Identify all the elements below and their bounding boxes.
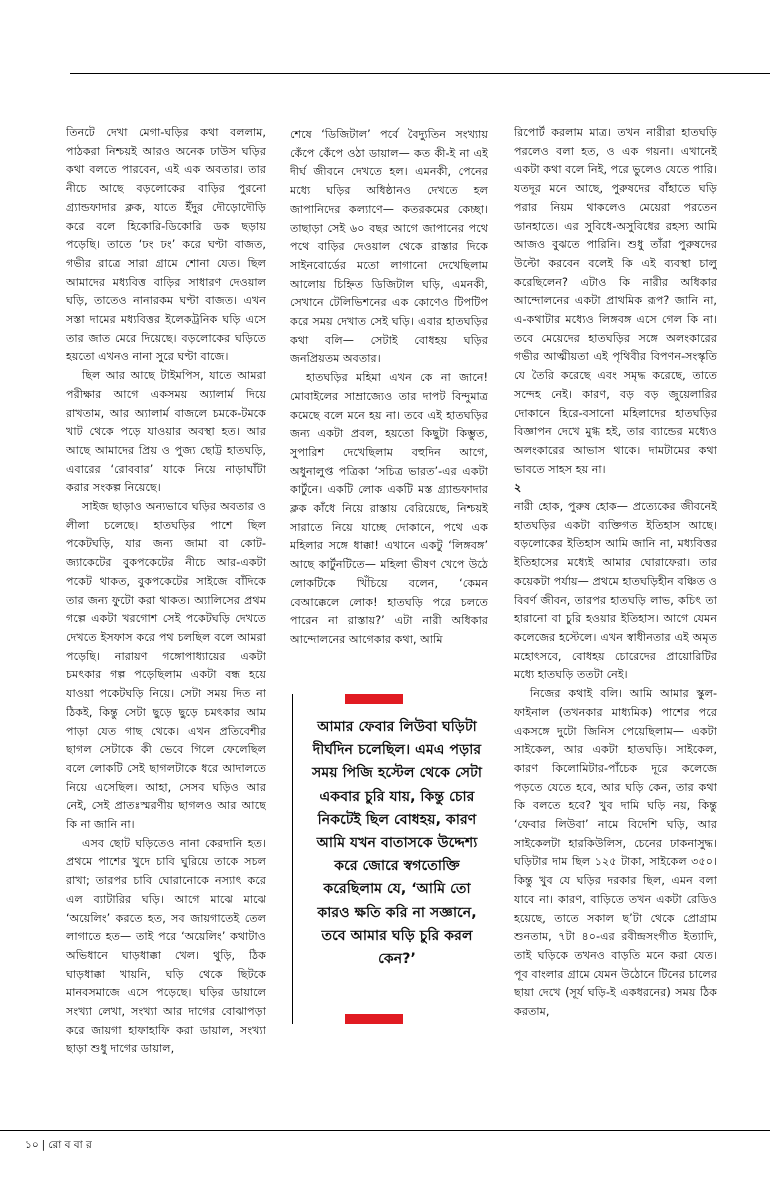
paragraph: শেষে ‘ডিজিটাল’ পর্বে বৈদ্যুতিন সংখ্যায় কেঁপে কেঁপে ওঠা ডায়াল— কত কী-ই না এই দীর্ঘ জীবনে দেখতে হল। এমনকী, পেনের মধ্যে ঘড়ির অধিষ্ঠানও দেখতে হল জাপানিদের কল্যাণে— কতরকমের কেচ্ছা। তাছাড়া সেই ৬০ বছর আগে জাপানের পথে পথে বাড়ির দেওয়াল থেকে রাস্তার দিকে সাইনবোর্ডের মতো লাগানো দেখেছিলাম আলোয় চিহ্নিত ডিজিটাল ঘড়ি, এমনকী, সেখানে টেলিভিশনের এক কোণেও টিপটিপ করে সময় দেখাত সেই ঘড়ি। এবার হাতঘড়ির কথা বলি— সেটাই বোধহয় ঘড়ির জনপ্রিয়তম অবতার। xyxy=(290,128,488,366)
magazine-name: রো ব বা র xyxy=(48,1139,92,1151)
paragraph: হাতঘড়ির মহিমা এখন কে না জানে! মোবাইলের সাম্রাজ্যেও তার দাপট বিন্দুমাত্র কমেছে বলে মনে হয় না। তবে এই হাতঘড়ির জন্য একটা প্রবল, হয়তো কিছুটা কিম্ভুত, সুপারিশ দেখেছিলাম বহুদিন আগে, অধুনালুপ্ত পত্রিকা ‘সচিত্র ভারত’-এর একটা কার্টুনে। একটি লোক একটি মস্ত গ্র্যান্ডফাদার ক্লক কাঁধে নিয়ে রাস্তায় বেরিয়েছে, নিশ্চয়ই সারাতে নিয়ে যাচ্ছে দোকানে, পথে এক মহিলার সঙ্গে ধাক্কা! এখানে একটু ‘লিঙ্গবঙ্গ’ আছে কার্টুনটিতে— মহিলা ভীষণ খেপে উঠে লোকটিকে খিঁচিয়ে বলেন, ‘কেমন বেআক্কেলে লোক! হাতঘড়ি পরে চলতে পারেন না রাস্তায়?’ এটা নারী অধিকার আন্দোলনের আগেকার কথা, আমি xyxy=(290,371,488,646)
pull-quote xyxy=(292,694,489,1024)
paragraph: ছিল আর আছে টাইমপিস, যাতে আমরা পরীক্ষার আগে একসময় অ্যালার্ম দিয়ে রাখতাম, আর অ্যালার্ম বাজলে চমকে-টমকে খাট থেকে পড়ে যাওয়ার অবস্থা হত। আর আছে আমাদের প্রিয় ও পুজ্য ছোট্ট হাতঘড়ি, এবারের ‘রোববার’ যাকে নিয়ে নাড়াঘাঁটা করার সংকল্প নিয়েছে। xyxy=(66,369,266,495)
paragraph: তিনটে দেখা মেগা-ঘড়ির কথা বললাম, পাঠকরা নিশ্চয়ই আরও অনেক ঢাউস ঘড়ির কথা বলতে পারবেন, এই এক অবতার। তার নীচে আছে বড়লোকের বাড়ির পুরনো গ্র্যান্ডফাদার ক্লক, যাতে ইঁদুর দৌড়োদৌড়ি করে বলে হিকোরি-ডিকোরি ডক ছড়ায় পড়েছি। তাতে ‘ঢং ঢং’ করে ঘণ্টা বাজত, গভীর রাত্রে সারা গ্রামে শোনা যেত। ছিল আমাদের মধ্যবিত্ত বাড়ির সাধারণ দেওয়াল ঘড়ি, তাতেও নানারকম ঘণ্টা বাজত। এখন সস্তা দামের মধ্যবিত্তর ইলেকট্রনিক ঘড়ি এসে তার জাত মেরে দিয়েছে। বড়লোকের ঘড়িতে হয়তো এখনও নানা সুরে ঘণ্টা বাজে। xyxy=(66,126,266,364)
paragraph: রিপোর্ট করলাম মাত্র। তখন নারীরা হাতঘড়ি পরলেও বলা হত, ও এক গয়না। এখানেই একটা কথা বলে নিই, পরে ভুলেও যেতে পারি। যতদূর মনে আছে, পুরুষদের বাঁহাতে ঘড়ি পরার নিয়ম থাকলেও মেয়েরা পরতেন ডানহাতে। এর সুবিধে-অসুবিধের রহস্য আমি আজও বুঝতে পারিনি। শুধু তাঁরা পুরুষদের উল্টো করবেন বলেই কি এই ব্যবস্থা চালু করেছিলেন? এটাও কি নারীর অধিকার আন্দোলনের একটা প্রাথমিক রূপ? জানি না, এ-কথাটার মধ্যেও লিঙ্গবঙ্গ এসে গেল কি না। তবে মেয়েদের হাতঘড়ির সঙ্গে অলংকারের গভীর আত্মীয়তা এই পৃথিবীর বিপণন-সংস্কৃতি যে তৈরি করেছে এবং সমৃদ্ধ করেছে, তাতে সন্দেহ নেই। কারণ, বড় বড় জুয়েলারির দোকানে হিরে-বসানো মহিলাদের হাতঘড়ির বিজ্ঞাপন দেখে মুগ্ধ হই, তার ব্যান্ডের মধ্যেও অলংকারের আভাস থাকে। দামটামের কথা ভাবতে সাহস হয় না। xyxy=(514,126,717,476)
page-number: ১০ xyxy=(25,1139,39,1151)
pull-quote-bottom-bar xyxy=(345,1014,403,1024)
section-number: ২ xyxy=(514,481,522,495)
article-column-1 xyxy=(66,124,266,1115)
pull-quote-text: আমার ফেবার লিউবা ঘড়িটা দীর্ঘদিন চলেছিল। এমএ পড়ার সময় পিজি হস্টেল থেকে সেটা একবার চুরি যায়, কিন্তু চোর নিকটেই ছিল বোধহয়, কারণ আমি যখন বাতাসকে উদ্দেশ্য করে জোরে স্বগতোক্তি করেছিলাম যে, ‘আমি তো কারও ক্ষতি করি না সজ্ঞানে, তবে আমার ঘড়ি চুরি করল কেন?’ xyxy=(312,719,482,968)
page-footer xyxy=(25,1138,92,1155)
paragraph: এসব ছোট ঘড়িতেও নানা কেরদানি হত। প্রথমে পাশের খুদে চাবি ঘুরিয়ে তাকে সচল রাখা; তারপর চাবি ঘোরানোকে নস্যাৎ করে এল ব্যাটারির ঘড়ি। আগে মাঝে মাঝে ‘অয়েলিং’ করতে হত, সব জায়গাতেই তেল লাগাতে হত— তাই পরে ‘অয়েলিং’ কথাটাও অভিধানে ঘাড়ধাক্কা খেল। থুড়ি, ঠিক ঘাড়ধাক্কা খায়নি, ঘড়ি থেকে ছিটকে মানবসমাজে এসে পড়েছে। ঘড়ির ডায়ালে সংখ্যা লেখা, সংখ্যা আর দাগের বোঝাপড়া করে জায়গা হাফাহাফি করা ডায়াল, সংখ্যা ছাড়া শুধু দাগের ডায়াল, xyxy=(66,836,266,1056)
article-column-3 xyxy=(514,124,717,1115)
pull-quote-top-bar xyxy=(345,694,403,704)
paragraph: নারী হোক, পুরুষ হোক— প্রত্যেকের জীবনেই হাতঘড়ির একটা ব্যক্তিগত ইতিহাস আছে। বড়লোকের ইতিহাস আমি জানি না, মধ্যবিত্তর ইতিহাসের মধ্যেই আমার ঘোরাফেরা। তার কয়েকটা পর্যায়— প্রথমে হাতঘড়িহীন বঞ্চিত ও বিবর্ণ জীবন, তারপর হাতঘড়ি লাভ, কচিৎ তা হারানো বা চুরি হওয়ার ইতিহাস। আগে যেমন কলেজের হস্টেলে। এখন স্বাধীনতার এই অমৃত মহোৎসবে, বোধহয় চোরেদের প্রায়োরিটির মধ্যে হাতঘড়ি ততটা নেই। xyxy=(514,500,717,682)
footer-separator: | xyxy=(41,1139,46,1151)
paragraph: সাইজ ছাড়াও অন্যভাবে ঘড়ির অবতার ও লীলা চলেছে। হাতঘড়ির পাশে ছিল পকেটঘড়ি, যার জন্য জামা বা কোট-জ্যাকেটের বুকপকেটের নীচে আর-একটা পকেট থাকত, বুকপকেটের সাইজে বাঁদিকে তার জন্য ফুটো করা থাকত। অ্যালিসের প্রথম গল্পে একটা খরগোশ সেই পকেটঘড়ি দেখতে দেখতে ইসফাস করে পথ চলছিল বলে আমরা পড়েছি। নারায়ণ গঙ্গোপাধ্যায়ের একটা চমৎকার গল্প পড়েছিলাম একটা বন্ধ হয়ে যাওয়া পকেটঘড়ি নিয়ে। সেটা সময় দিত না ঠিকই, কিন্তু সেটা ছুড়ে ছুড়ে চমৎকার আম পাড়া যেত গাছ থেকে। এখন প্রতিবেশীর ছাগল সেটাকে কী ভেবে গিলে ফেলেছিল বলে লোকটি সেই ছাগলটাকে ধরে আদালতে নিয়ে এসেছিল। আহা, সেসব ঘড়িও আর নেই, সেই প্রাতঃস্মরণীয় ছাগলও আর আছে কি না জানি না। xyxy=(66,500,266,832)
bottom-rule xyxy=(0,1130,770,1131)
top-rule xyxy=(70,73,770,74)
article-column-2 xyxy=(290,126,488,654)
paragraph: নিজের কথাই বলি। আমি আমার স্কুল-ফাইনাল (তখনকার মাধ্যমিক) পাশের পরে একসঙ্গে দুটো জিনিস পেয়েছিলাম— একটা সাইকেল, আর একটা হাতঘড়ি। সাইকেল, কারণ কিলোমিটার-পাঁচেক দূরে কলেজে পড়তে যেতে হবে, আর ঘড়ি কেন, তার কথা কি বলতে হবে? খুব দামি ঘড়ি নয়, কিন্তু ‘ফেবার লিউবা’ নামে বিদেশি ঘড়ি, আর সাইকেলটা হারকিউলিস, চেনের ঢাকনাসুদ্ধ। ঘড়িটার দাম ছিল ১২৫ টাকা, সাইকেল ৩৫০। কিন্তু খুব যে ঘড়ির দরকার ছিল, এমন বলা যাবে না। কারণ, বাড়িতে তখন একটা রেডিও হয়েছে, তাতে সকাল ছ’টা থেকে প্রোগ্রাম শুনতাম, ৭টা ৪০-এর রবীন্দ্রসংগীত ইত্যাদি, তাই ঘড়িকে তখনও বাড়তি মনে করা যেত। পূব বাংলার গ্রামে যেমন উঠোনে টিনের চালের ছায়া দেখে (সূর্য ঘড়ি-ই একধরনের) সময় ঠিক করতাম, xyxy=(514,687,717,1019)
